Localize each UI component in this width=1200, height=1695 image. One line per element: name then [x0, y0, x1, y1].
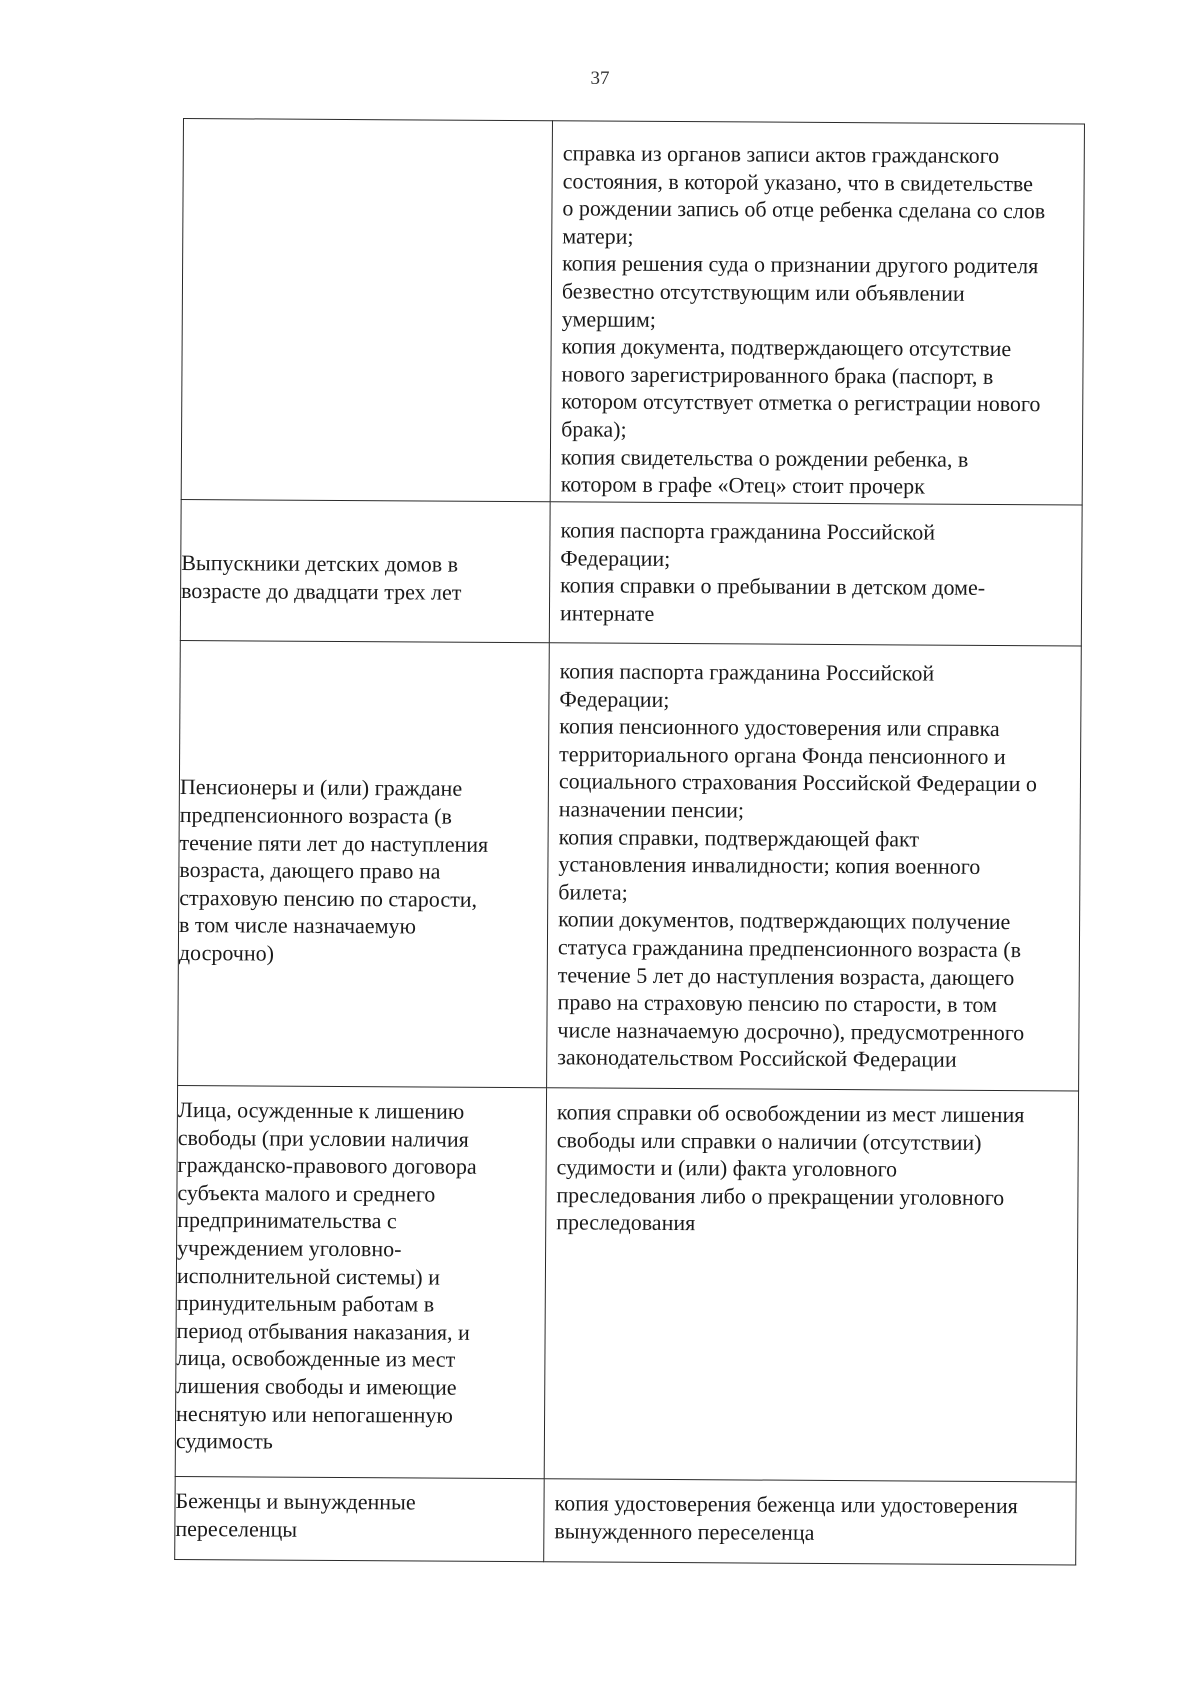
text-line: умершим;: [561, 305, 657, 332]
table-row: [175, 1085, 1078, 1481]
text-line: принудительным работам в: [176, 1290, 435, 1317]
text-line: судимость: [175, 1428, 273, 1454]
text-line: числе назначаемую досрочно), предусмотренного: [557, 1017, 1025, 1045]
text-line: установления инвалидности; копия военного: [558, 851, 981, 880]
text-line: копия паспорта гражданина Российской: [560, 517, 936, 545]
table-row: [181, 119, 1084, 505]
category-cell: [178, 640, 550, 1087]
text-line: течение 5 лет до наступления возраста, дающего: [557, 961, 1015, 990]
text-line: законодательством Российской Федерации: [557, 1044, 957, 1073]
text-line: Выпускники детских домов в: [181, 550, 459, 578]
table-row: [180, 499, 1082, 646]
text-line: копия справки об освобождении из мест лишения: [556, 1099, 1025, 1128]
text-line: досрочно): [178, 939, 275, 966]
text-line: Федерации;: [560, 544, 671, 571]
text-line: брака);: [561, 416, 627, 442]
text-line: копия удостоверения беженца или удостоверения: [554, 1490, 1018, 1519]
text-line: копия свидетельства о рождении ребенка, в: [560, 443, 969, 472]
text-line: копия пенсионного удостоверения или справка: [559, 713, 1000, 742]
text-line: билета;: [558, 879, 628, 905]
text-line: учреждением уголовно-: [177, 1234, 402, 1262]
text-line: состояния, в которой указано, что в свидетельстве: [562, 167, 1034, 196]
text-line: возраста, дающего право на: [179, 857, 441, 884]
text-line: в том числе назначаемую: [178, 912, 417, 939]
text-line: судимости и (или) факта уголовного: [556, 1154, 898, 1182]
text-line: справка из органов записи актов гражданского: [562, 140, 1000, 168]
text-line: субъекта малого и среднего: [177, 1179, 436, 1207]
text-line: копия паспорта гражданина Российской: [559, 658, 935, 686]
text-line: преследования либо о прекращении уголовного: [556, 1182, 1005, 1210]
text-line: период отбывания наказания, и: [176, 1317, 470, 1345]
text-line: копия документа, подтверждающего отсутствие: [561, 333, 1012, 362]
text-line: социального страхования Российской Федерации о: [558, 768, 1037, 797]
text-line: Лица, осужденные к лишению: [177, 1096, 465, 1124]
text-line: предпенсионного возраста (в: [179, 802, 452, 829]
text-line: назначении пенсии;: [558, 796, 745, 823]
text-line: территориального органа Фонда пенсионного и: [559, 741, 1006, 769]
documents-cell: [550, 121, 1084, 505]
text-line: возрасте до двадцати трех лет: [181, 577, 462, 605]
documents-cell: [547, 643, 1082, 1091]
text-line: Федерации;: [559, 685, 670, 712]
text-line: копия решения суда о признании другого родителя: [562, 250, 1039, 279]
documents-table: [174, 118, 1085, 1565]
text-line: право на страховую пенсию по старости, в том: [557, 989, 998, 1018]
documents-cell: [544, 1088, 1078, 1482]
text-line: свободы или справки о наличии (отсутствии): [556, 1126, 982, 1155]
text-line: гражданско-правового договора: [177, 1152, 477, 1180]
text-line: вынужденного переселенца: [554, 1517, 815, 1545]
text-line: лица, освобожденные из мест: [176, 1345, 456, 1373]
text-line: переселенцы: [175, 1515, 298, 1542]
text-line: страховую пенсию по старости,: [179, 884, 478, 912]
text-line: Пенсионеры и (или) граждане: [179, 774, 463, 802]
table-row: [178, 640, 1082, 1090]
table-row: [175, 1476, 1076, 1565]
text-line: матери;: [562, 223, 634, 249]
documents-cell: [549, 502, 1082, 646]
category-cell: [180, 499, 550, 642]
text-line: лишения свободы и имеющие: [176, 1372, 457, 1400]
category-cell: [175, 1085, 546, 1478]
text-line: нового зарегистрированного брака (паспорт, в: [561, 361, 994, 389]
text-line: о рождении запись об отце ребенка сделана со слов: [562, 195, 1046, 224]
text-line: интернате: [559, 600, 655, 626]
text-line: предпринимательства с: [177, 1207, 397, 1234]
category-cell: [181, 119, 552, 502]
text-line: копия справки о пребывании в детском доме-: [560, 572, 986, 601]
text-line: котором отсутствует отметка о регистрации нового: [561, 388, 1041, 417]
text-line: преследования: [556, 1209, 696, 1236]
page-number: 37: [590, 68, 610, 89]
text-line: статуса гражданина предпенсионного возраста (в: [557, 934, 1022, 963]
text-line: исполнительной системы) и: [176, 1262, 440, 1290]
category-cell: [175, 1476, 545, 1561]
documents-cell: [544, 1479, 1076, 1565]
text-line: копия справки, подтверждающей факт: [558, 823, 920, 852]
text-line: свободы (при условии наличия: [177, 1124, 469, 1152]
text-line: Беженцы и вынужденные: [175, 1487, 416, 1515]
text-line: котором в графе «Отец» стоит прочерк: [560, 471, 925, 499]
text-line: неснятую или непогашенную: [176, 1400, 453, 1428]
text-line: копии документов, подтверждающих получение: [558, 906, 1011, 935]
text-line: течение пяти лет до наступления: [179, 829, 489, 857]
text-line: безвестно отсутствующим или объявлении: [561, 278, 965, 306]
